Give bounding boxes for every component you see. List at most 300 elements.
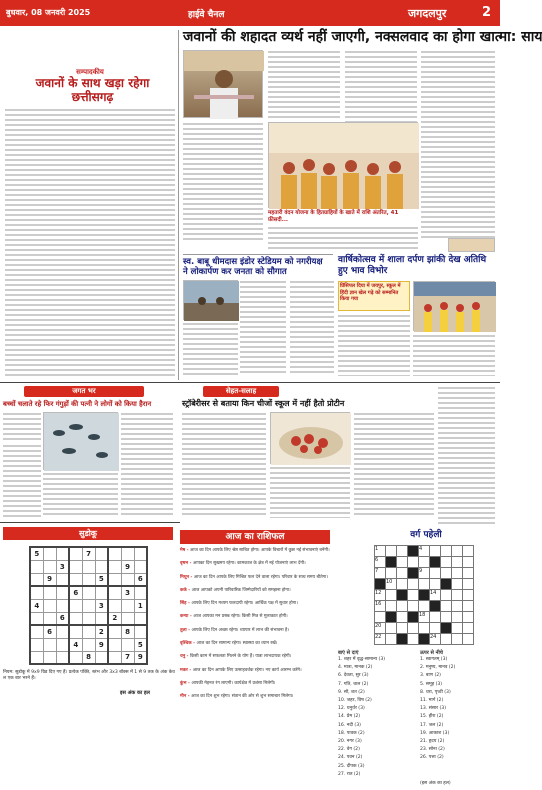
sudoku-cell: 3 xyxy=(95,599,108,612)
crossword-cell[interactable] xyxy=(452,557,463,568)
crossword-cell[interactable]: 24 xyxy=(430,634,441,645)
rashifal-sign: कुंभ - xyxy=(180,680,192,686)
down-clue: 1. स्वागतम् (3) xyxy=(420,657,448,662)
down-clue: 17. जल (2) xyxy=(420,722,444,728)
inset-photo xyxy=(448,238,495,252)
down-clue: 26. पत्ता (2) xyxy=(420,755,444,761)
crossword-cell[interactable] xyxy=(441,634,452,645)
sudoku-cell xyxy=(121,612,134,625)
sudoku-cell xyxy=(82,625,95,638)
divider xyxy=(0,522,180,523)
page-number: 2 xyxy=(482,5,492,20)
story1-col2 xyxy=(268,50,340,120)
story1-col1 xyxy=(183,122,263,242)
cm-photo xyxy=(183,50,263,118)
across-title: बाएं से दाएं xyxy=(338,650,359,656)
rashifal-entry xyxy=(180,575,332,581)
crossword-cell xyxy=(386,557,397,568)
sudoku-cell: 9 xyxy=(95,638,108,651)
sudoku-cell: 2 xyxy=(95,625,108,638)
crossword-cell[interactable] xyxy=(430,612,441,623)
sudoku-cell xyxy=(121,547,134,560)
crossword-row xyxy=(375,568,474,579)
crossword-cell[interactable] xyxy=(408,623,419,634)
sudoku-cell: 8 xyxy=(121,625,134,638)
sudoku-row xyxy=(30,625,147,638)
down-clue: 3. बाण (2) xyxy=(420,673,441,679)
sudoku-cell: 9 xyxy=(121,560,134,573)
sudoku-instructions: नियम: सुडोकू में 9x9 ग्रिड दिए गए हैं। प्रत्येक पंक्ति, स्तंभ और 3x3 बॉक्स में 1 से 9 तक के अंक केवल एक बार भरने हैं। xyxy=(3,670,175,681)
crossword-cell xyxy=(408,612,419,623)
issue-date: बुधवार, 08 जनवरी 2025 xyxy=(6,8,91,17)
sudoku-cell xyxy=(95,586,108,599)
crossword-cell xyxy=(408,568,419,579)
rashifal-text: आपका दिन सुखमय रहेगा। कामकाज के क्षेत्र में नई योजनाएं लाभ देंगी। xyxy=(192,561,306,567)
crossword-row xyxy=(375,557,474,568)
rashifal-sign: मकर - xyxy=(180,667,193,673)
sudoku-cell xyxy=(69,612,82,625)
brand-name: हाईवे चैनल xyxy=(188,10,225,20)
sudoku-cell: 3 xyxy=(121,586,134,599)
sudoku-cell xyxy=(108,586,121,599)
rashifal-list xyxy=(180,548,332,786)
crossword-cell xyxy=(441,623,452,634)
sudoku-cell xyxy=(30,612,43,625)
down-clue: 2. मनुष्य, मानव (2) xyxy=(420,665,456,671)
sudoku-cell: 6 xyxy=(43,625,56,638)
sehat-col1 xyxy=(182,412,266,518)
sudoku-cell: 9 xyxy=(43,573,56,586)
sudoku-cell xyxy=(134,612,147,625)
crossword-answer-note: (इस अंक का हल) xyxy=(420,781,451,786)
rashifal-entry xyxy=(180,601,332,607)
rashifal-entry xyxy=(180,614,332,620)
rashifal-text: आज आपका मन प्रसन्न रहेगा। किसी मित्र से मुलाकात होगी। xyxy=(193,614,288,620)
rashifal-title: आज का राशिफल xyxy=(180,530,330,544)
rashifal-entry xyxy=(180,641,332,647)
rashifal-entry xyxy=(180,588,332,594)
crossword-cell xyxy=(441,579,452,590)
crossword-cell[interactable] xyxy=(386,623,397,634)
sudoku-cell xyxy=(43,638,56,651)
rashifal-text: आज का दिन आपके लिए श्रेष्ठ साबित होगा। आपके विचारों में कुछ नई संभावनाएं बनेंगी। xyxy=(190,548,330,553)
crossword-cell xyxy=(419,590,430,601)
crossword-cell[interactable] xyxy=(452,546,463,557)
crossword-cell[interactable] xyxy=(375,612,386,623)
sudoku-cell xyxy=(56,625,69,638)
sudoku-cell xyxy=(134,547,147,560)
crossword-cell[interactable]: 4 xyxy=(419,546,430,557)
sudoku-cell xyxy=(69,599,82,612)
crossword-cell[interactable] xyxy=(419,579,430,590)
crossword-row xyxy=(375,601,474,612)
crossword-cell[interactable] xyxy=(397,546,408,557)
rashifal-entry xyxy=(180,654,332,660)
crossword-cell[interactable] xyxy=(419,623,430,634)
crossword-cell[interactable]: 9 xyxy=(419,568,430,579)
sudoku-row xyxy=(30,560,147,573)
sudoku-cell xyxy=(108,651,121,664)
event-photo-caption: महतारी वंदन योजना के हितग्राहियों के खाते में राशि अंतरित, 41 फ़ीसदी... xyxy=(268,210,399,223)
sudoku-row xyxy=(30,638,147,651)
sudoku-cell: 2 xyxy=(108,612,121,625)
down-clue: 11. मार्ग (2) xyxy=(420,698,444,704)
story2-col1 xyxy=(240,280,286,376)
editorial-label: सम्पादकीय xyxy=(76,68,104,76)
crossword-cell[interactable] xyxy=(386,568,397,579)
sudoku-cell: 1 xyxy=(134,599,147,612)
crossword-row xyxy=(375,634,474,645)
sehat-col3 xyxy=(354,412,434,518)
sudoku-row xyxy=(30,651,147,664)
crossword-cell[interactable] xyxy=(452,634,463,645)
crossword-row xyxy=(375,590,474,601)
sudoku-row xyxy=(30,586,147,599)
sudoku-cell: 6 xyxy=(56,612,69,625)
sudoku-cell xyxy=(30,560,43,573)
sudoku-cell xyxy=(30,651,43,664)
sehat-label: सेहत-सलाह xyxy=(203,386,279,397)
sudoku-cell xyxy=(108,638,121,651)
sudoku-title: सुडोकू xyxy=(3,527,173,540)
crossword-cell[interactable] xyxy=(441,601,452,612)
sudoku-cell xyxy=(69,625,82,638)
right-col xyxy=(438,386,495,526)
rashifal-sign: तुला - xyxy=(180,627,192,633)
across-clue: 9. सौ, शत (2) xyxy=(338,689,365,695)
sudoku-row xyxy=(30,612,147,625)
crossword-cell[interactable]: 16 xyxy=(375,601,386,612)
jagat-col1 xyxy=(3,444,41,518)
editorial-title: जवानों के साथ खड़ा रहेगा छत्तीसगढ़ xyxy=(35,76,150,104)
crossword-cell[interactable] xyxy=(452,612,463,623)
sudoku-cell xyxy=(43,651,56,664)
crossword-cell[interactable] xyxy=(397,612,408,623)
divider xyxy=(183,254,333,255)
crossword-cell xyxy=(419,634,430,645)
crossword-cell xyxy=(375,579,386,590)
crossword-cell[interactable] xyxy=(386,601,397,612)
crossword-cell[interactable] xyxy=(463,623,474,634)
editorial-body xyxy=(5,108,175,376)
story2-title: स्व. बाबू धीमदास इंडोर स्टेडियम को नगरीयक्ष ने लोकार्पण कर जनता को सौगात xyxy=(183,257,323,277)
sudoku-cell: 4 xyxy=(30,599,43,612)
sudoku-cell xyxy=(30,586,43,599)
across-clue: 1. शहर में वृद्ध-सामान्य (3) xyxy=(338,657,386,662)
crossword-cell[interactable] xyxy=(463,546,474,557)
crossword-cell xyxy=(430,557,441,568)
down-title: ऊपर से नीचे xyxy=(420,650,443,656)
crossword-cell[interactable] xyxy=(463,557,474,568)
sudoku-cell xyxy=(108,573,121,586)
sudoku-cell xyxy=(95,612,108,625)
crossword-cell[interactable] xyxy=(463,612,474,623)
birds-photo xyxy=(43,412,118,470)
rashifal-text: आज का दिन शुभ रहेगा। संतान की ओर से शुभ समाचार मिलेगा। xyxy=(191,694,294,700)
crossword-cell[interactable] xyxy=(419,601,430,612)
sudoku-cell xyxy=(30,638,43,651)
crossword-cell[interactable]: 14 xyxy=(430,590,441,601)
story3-highlight: प्रिंसिपल दिया में जयपुर, स्कूल में हिंदी ज्ञान खेल गढ़े को सम्मानित किया गया xyxy=(340,283,401,302)
sudoku-cell: 3 xyxy=(56,560,69,573)
crossword-cell[interactable] xyxy=(430,579,441,590)
across-clue: 6. देवता, सुर (3) xyxy=(338,673,369,679)
crossword-row xyxy=(375,612,474,623)
rashifal-text: आपके लिए दिन अच्छा रहेगा। व्यापार में लाभ की संभावना है। xyxy=(191,627,289,633)
sudoku-cell xyxy=(30,573,43,586)
sudoku-cell xyxy=(69,560,82,573)
page-header xyxy=(0,0,500,26)
rashifal-entry xyxy=(180,694,332,700)
crossword-cell[interactable] xyxy=(463,634,474,645)
down-clues xyxy=(420,657,498,781)
sudoku-row xyxy=(30,599,147,612)
crossword-cell[interactable] xyxy=(452,623,463,634)
crossword-cell[interactable] xyxy=(463,568,474,579)
down-clue: 8. धरा, पृथ्वी (3) xyxy=(420,689,451,695)
sudoku-cell: 9 xyxy=(134,651,147,664)
sudoku-cell xyxy=(30,625,43,638)
birds-photo-image xyxy=(44,413,119,471)
sudoku-cell xyxy=(134,560,147,573)
school-photo-image xyxy=(414,282,496,332)
stadium-photo-image xyxy=(184,281,239,321)
event-photo xyxy=(268,122,418,208)
sudoku-cell xyxy=(95,547,108,560)
crossword-cell[interactable] xyxy=(463,590,474,601)
crossword-cell[interactable]: 12 xyxy=(375,590,386,601)
sudoku-cell xyxy=(82,560,95,573)
story3-col2 xyxy=(413,334,495,376)
jagat-col3 xyxy=(121,412,173,518)
down-clue: 23. सोना (2) xyxy=(420,747,445,753)
crossword-cell[interactable] xyxy=(463,579,474,590)
sudoku-cell xyxy=(121,573,134,586)
rashifal-sign: मिथुन - xyxy=(180,574,194,580)
across-clue: 22. वेग (2) xyxy=(338,747,360,753)
story3-col1 xyxy=(338,314,410,376)
crossword-cell[interactable]: 6 xyxy=(375,557,386,568)
sudoku-row xyxy=(30,573,147,586)
sudoku-cell xyxy=(69,651,82,664)
sudoku-cell xyxy=(121,599,134,612)
sudoku-cell xyxy=(43,560,56,573)
across-clue: 24. पवन (2) xyxy=(338,755,363,761)
crossword-cell[interactable]: 7 xyxy=(375,568,386,579)
rashifal-text: आपकी मेहनत रंग लाएगी। कार्यक्षेत्र में प्रशंसा मिलेगी। xyxy=(191,680,276,686)
crossword-title: वर्ग पहेली xyxy=(410,530,442,540)
sudoku-cell xyxy=(108,625,121,638)
sehat-title: स्ट्रॉबेरीसर से बताया किन चीजों स्कूल में नहीं हैतो प्रोटीन xyxy=(182,399,345,408)
across-clue: 16. नदी (3) xyxy=(338,722,361,728)
sudoku-cell xyxy=(69,573,82,586)
sudoku-cell xyxy=(82,638,95,651)
across-clue: 4. मात्रा, मानक (2) xyxy=(338,665,373,671)
sudoku-cell: 5 xyxy=(30,547,43,560)
sudoku-cell xyxy=(43,547,56,560)
crossword-cell xyxy=(386,612,397,623)
rashifal-sign: मेष - xyxy=(180,548,191,553)
sudoku-grid xyxy=(29,546,148,665)
school-photo xyxy=(413,281,495,331)
rashifal-sign: वृषभ - xyxy=(180,561,193,567)
crossword-cell[interactable] xyxy=(397,579,408,590)
across-clues xyxy=(338,657,418,787)
sudoku-cell: 7 xyxy=(121,651,134,664)
stadium-photo xyxy=(183,280,238,320)
sudoku-cell xyxy=(134,586,147,599)
rashifal-sign: वृश्चिक - xyxy=(180,641,197,647)
crossword-cell xyxy=(397,634,408,645)
across-clue: 10. जहर, विष (2) xyxy=(338,698,372,704)
sudoku-cell xyxy=(95,560,108,573)
sudoku-cell xyxy=(56,573,69,586)
event-photo-image xyxy=(269,123,419,209)
story2-col0 xyxy=(183,322,238,376)
crossword-cell[interactable] xyxy=(452,568,463,579)
sudoku-cell: 6 xyxy=(69,586,82,599)
rashifal-entry xyxy=(180,561,332,567)
strawberry-photo xyxy=(270,412,350,464)
jagat-bhar-label: जगत भर xyxy=(24,386,144,397)
across-clue: 27. रात (2) xyxy=(338,771,361,777)
rashifal-entry xyxy=(180,668,332,674)
rashifal-text: किसी काम में सफलता मिलने के योग हैं। यात्रा लाभदायक रहेगी। xyxy=(190,654,292,660)
crossword-cell[interactable] xyxy=(430,623,441,634)
main-headline: जवानों की शहादत व्यर्थ नहीं जाएगी, नक्सलवाद का होगा खात्मा: साय xyxy=(183,29,542,45)
sudoku-row xyxy=(30,547,147,560)
crossword-cell[interactable] xyxy=(386,546,397,557)
across-clue: 7. गति, चाल (2) xyxy=(338,681,369,687)
crossword-cell[interactable] xyxy=(408,557,419,568)
rashifal-sign: कर्क - xyxy=(180,587,192,593)
cm-photo-image xyxy=(184,51,264,119)
sudoku-cell xyxy=(108,547,121,560)
across-clue: 12. धनुर्धर (3) xyxy=(338,706,365,712)
sudoku-cell xyxy=(95,651,108,664)
crossword-cell[interactable] xyxy=(408,590,419,601)
across-clue: 20. नगर (3) xyxy=(338,739,362,745)
strawberry-photo-image xyxy=(271,413,351,465)
crossword-cell[interactable] xyxy=(441,612,452,623)
sudoku-cell xyxy=(82,573,95,586)
crossword-cell[interactable] xyxy=(386,590,397,601)
crossword-cell[interactable] xyxy=(397,557,408,568)
crossword-cell[interactable] xyxy=(408,634,419,645)
sudoku-cell xyxy=(134,625,147,638)
rashifal-text: आज आपको अपनी पारिवारिक जिम्मेदारियों को समझना होगा। xyxy=(191,587,291,593)
crossword-cell[interactable] xyxy=(441,546,452,557)
sudoku-cell xyxy=(56,586,69,599)
crossword-cell xyxy=(408,546,419,557)
crossword-cell[interactable] xyxy=(419,557,430,568)
crossword-cell[interactable] xyxy=(452,579,463,590)
sudoku-cell xyxy=(43,586,56,599)
crossword-cell[interactable] xyxy=(463,601,474,612)
sudoku-cell: 4 xyxy=(69,638,82,651)
crossword-cell[interactable] xyxy=(397,601,408,612)
crossword-cell xyxy=(397,590,408,601)
row-divider xyxy=(0,382,500,383)
down-clue: 13. संसार (3) xyxy=(420,706,447,712)
crossword-cell[interactable] xyxy=(452,590,463,601)
story3-title: वार्षिकोत्सव में शाला दर्पण झांकी देख अतिथि हुए भाव विभोर xyxy=(338,255,487,276)
crossword-cell[interactable] xyxy=(430,546,441,557)
sudoku-cell: 6 xyxy=(134,573,147,586)
crossword-grid xyxy=(374,545,474,645)
down-clue: 19. आकाश (3) xyxy=(420,730,450,736)
down-clue: 15. हीरा (2) xyxy=(420,714,444,720)
sudoku-cell xyxy=(56,638,69,651)
across-clue: 25. दीपक (3) xyxy=(338,763,365,769)
crossword-cell[interactable] xyxy=(452,601,463,612)
crossword-cell xyxy=(430,601,441,612)
crossword-cell[interactable] xyxy=(430,568,441,579)
crossword-cell[interactable] xyxy=(397,568,408,579)
sudoku-answer-note: इस अंक का हल xyxy=(120,690,150,696)
sudoku-cell: 8 xyxy=(82,651,95,664)
column-divider xyxy=(178,30,179,380)
sudoku-cell xyxy=(121,638,134,651)
crossword-cell[interactable]: 22 xyxy=(375,634,386,645)
crossword-row xyxy=(375,579,474,590)
crossword-cell[interactable] xyxy=(441,590,452,601)
rashifal-entry xyxy=(180,628,332,634)
rashifal-text: आपके लिए दिन मध्यम फलदायी रहेगा। आर्थिक पक्ष में सुधार होगा। xyxy=(191,601,298,607)
crossword-cell[interactable] xyxy=(386,634,397,645)
crossword-cell[interactable]: 1 xyxy=(375,546,386,557)
sudoku-cell xyxy=(43,599,56,612)
sudoku-cell xyxy=(56,547,69,560)
sudoku-cell xyxy=(82,599,95,612)
across-clue: 18. पावक (2) xyxy=(338,730,365,736)
crossword-cell[interactable] xyxy=(441,557,452,568)
rashifal-sign: धनु - xyxy=(180,654,191,660)
crossword-cell[interactable] xyxy=(408,601,419,612)
rashifal-sign: कन्या - xyxy=(180,614,194,620)
rashifal-entry xyxy=(180,548,332,554)
sudoku-cell: 5 xyxy=(134,638,147,651)
sudoku-cell xyxy=(108,599,121,612)
sudoku-cell xyxy=(108,560,121,573)
sudoku-cell xyxy=(43,612,56,625)
crossword-cell[interactable] xyxy=(441,568,452,579)
story1-tail xyxy=(268,226,418,250)
crossword-cell[interactable]: 18 xyxy=(419,612,430,623)
crossword-cell[interactable]: 20 xyxy=(375,623,386,634)
jagat-bhar-title: बच्चों चलाते रहे फिर गंगुड़ों की पत्नी ने लोगों को किया हैरान xyxy=(3,400,152,408)
sudoku-cell xyxy=(56,599,69,612)
jagat-col2 xyxy=(43,472,118,518)
crossword-row xyxy=(375,623,474,634)
rashifal-text: आज का दिन सामान्य रहेगा। स्वास्थ्य का ध्यान रखें। xyxy=(196,641,278,647)
sudoku-cell xyxy=(82,586,95,599)
rashifal-sign: सिंह - xyxy=(180,601,192,607)
sudoku-cell: 5 xyxy=(95,573,108,586)
sudoku-cell xyxy=(56,651,69,664)
sudoku-cell xyxy=(82,612,95,625)
sehat-col2 xyxy=(270,466,350,518)
jagat-col0 xyxy=(3,412,41,442)
city-name: जगदलपुर xyxy=(408,7,447,20)
across-clue: 14. प्रेम (2) xyxy=(338,714,361,720)
crossword-cell[interactable] xyxy=(408,579,419,590)
story3-highlight-box xyxy=(338,281,410,311)
sudoku-cell: 7 xyxy=(82,547,95,560)
crossword-cell[interactable] xyxy=(397,623,408,634)
rashifal-text: आज का दिन आपके लिए उत्साहवर्धक रहेगा। नए कार्य आरम्भ करेंगे। xyxy=(192,667,302,673)
crossword-cell[interactable]: 10 xyxy=(386,579,397,590)
